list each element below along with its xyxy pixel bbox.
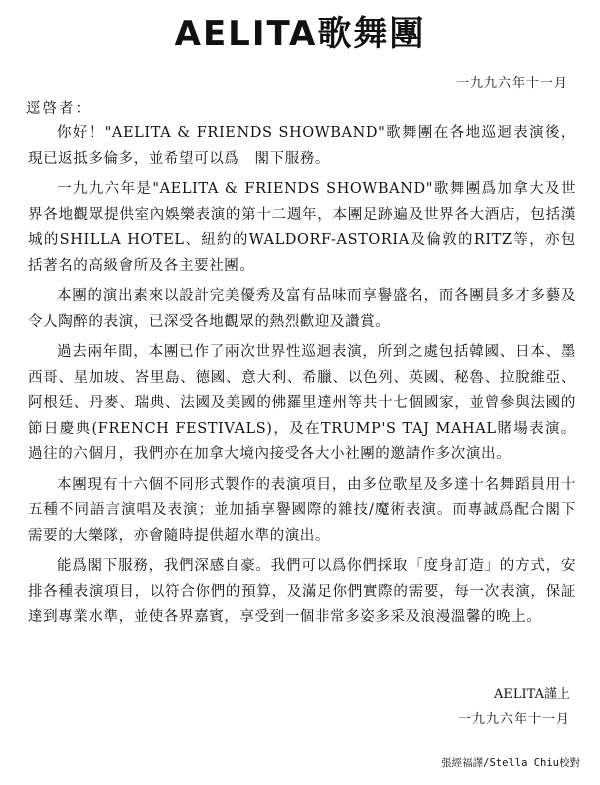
paragraph: 本團現有十六個不同形式製作的表演項目，由多位歌星及多達十名舞蹈員用十五種不同語言演唱及表演；並加插享譽國際的雜技/魔術表演。而專誠爲配合閣下需要的大樂隊，亦會隨時提供超水準的演出。 <box>28 476 576 544</box>
paragraph: 過去兩年間，本團已作了兩次世界性巡迴表演，所到之處包括韓國、日本、墨西哥、星加坡、峇里島、德國、意大利、希臘、以色列、英國、秘魯、拉脫維亞、阿根廷、丹麥、瑞典、法國及美國的佛羅里達州等共十七個國家，並曾參與法國的節日慶典(FRENCH FESTIVALS)，及在TRUMP'S TAJ MAHAL賭場表演。過往的六個月，我們亦在加拿大境內接受各大小社團的邀請作多次演出。 <box>28 344 576 462</box>
signature: AELITA謹上 <box>494 687 570 702</box>
paragraph: 一九九六年是"AELITA & FRIENDS SHOWBAND"歌舞團爲加拿大及世界各地觀眾提供室內娛樂表演的第十二週年，本團足跡遍及世界各大酒店，包括漢城的SHILLA HOTEL、紐約的WALDORF-ASTORIA及倫敦的RITZ等，亦包括著名的高級會所及各主要社團。 <box>28 181 576 274</box>
paragraph: 能爲閣下服務，我們深感自豪。我們可以爲你們採取「度身訂造」的方式，安排各種表演項目，以符合你們的預算，及滿足你們實際的需要，每一次表演，保証達到專業水準，並使各界嘉賓，享受到一個非常多姿多采及浪漫溫馨的晚上。 <box>28 558 576 625</box>
salutation: 逕啓者： <box>26 101 92 117</box>
letter-body <box>28 121 576 636</box>
letter-date-top: 一九九六年十一月 <box>455 76 568 91</box>
letter-date-bottom: 一九九六年十一月 <box>457 712 570 727</box>
translation-credit: 張經福譯/Stella Chiu校對 <box>441 757 580 769</box>
letter-title: AELITA歌舞團 <box>174 14 426 54</box>
paragraph: 本團的演出素來以設計完美優秀及富有品味而享譽盛名，而各團員多才多藝及令人陶醉的表演，已深受各地觀眾的熱烈歡迎及讚賞。 <box>28 288 576 330</box>
paragraph: 你好！"AELITA & FRIENDS SHOWBAND"歌舞團在各地巡迴表演後，現已返抵多倫多，並希望可以爲 閣下服務。 <box>28 125 576 167</box>
